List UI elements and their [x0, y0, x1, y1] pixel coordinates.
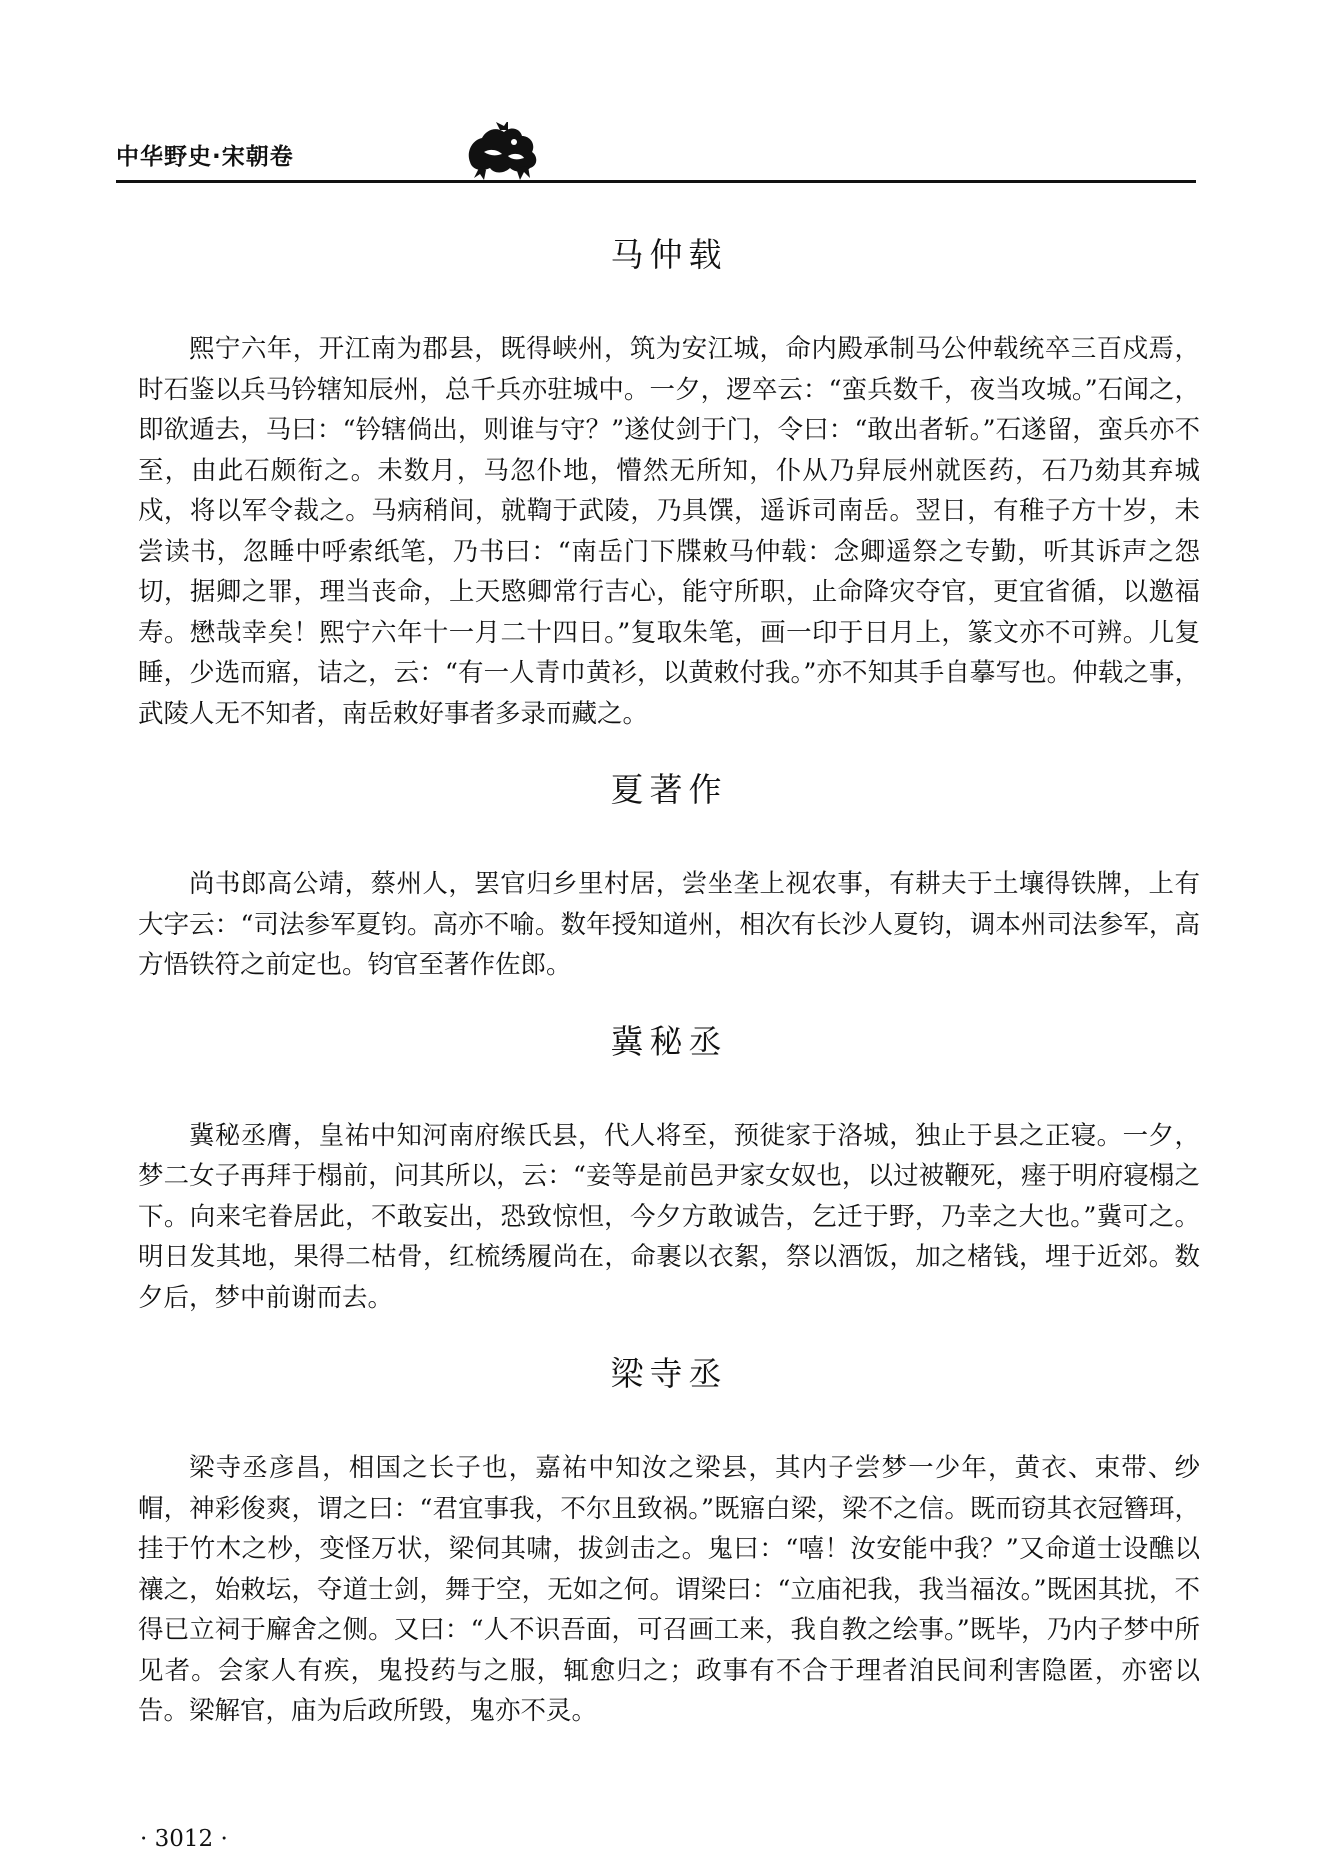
section-body: 冀秘丞膺，皇祐中知河南府缑氏县，代人将至，预徙家于洛城，独止于县之正寝。一夕，梦二女子再拜于榻前，问其所以，云：“妾等是前邑尹家女奴也，以过被鞭死，瘗于明府寝榻之下。向来宅眷居此，不敢妄出，恐致惊怛，今夕方敢诚告，乞迁于野，乃幸之大也。”冀可之。明日发其地，果得二枯骨，红梳绣履尚在，命裹以衣絮，祭以酒饭，加之楮钱，埋于近郊。数夕后，梦中前谢而去。	[138, 1120, 1200, 1313]
main-content	[138, 225, 1200, 1758]
header-divider	[116, 180, 1196, 183]
running-header	[116, 122, 1196, 186]
dragon-emblem-icon	[460, 122, 544, 182]
section-body: 熙宁六年，开江南为郡县，既得峡州，筑为安江城，命内殿承制马公仲载统卒三百戍焉，时石鉴以兵马钤辖知辰州，总千兵亦驻城中。一夕，逻卒云：“蛮兵数千，夜当攻城。”石闻之，即欲遁去，马曰：“钤辖倘出，则谁与守？”遂仗剑于门，令曰：“敢出者斩。”石遂留，蛮兵亦不至，由此石颇衔之。未数月，马忽仆地，懵然无所知，仆从乃舁辰州就医药，石乃劾其弃城戍，将以军令裁之。马病稍间，就鞫于武陵，乃具馔，遥诉司南岳。翌日，有稚子方十岁，未尝读书，忽睡中呼索纸笔，乃书曰：“南岳门下牒敕马仲载：念卿遥祭之专勤，听其诉声之怨切，据卿之罪，理当丧命，上天愍卿常行吉心，能守所职，止命降灾夺官，更宜省循，以邀福寿。懋哉幸矣！熙宁六年十一月二十四日。”复取朱笔，画一印于日月上，篆文亦不可辨。儿复睡，少选而寤，诘之，云：“有一人青巾黄衫，以黄敕付我。”亦不知其手自摹写也。仲载之事，武陵人无不知者，南岳敕好事者多录而藏之。	[138, 334, 1200, 729]
section-body: 尚书郎高公靖，蔡州人，罢官归乡里村居，尝坐垄上视农事，有耕夫于土壤得铁牌，上有大字云：“司法参军夏钧。高亦不喻。数年授知道州，相次有长沙人夏钧，调本州司法参军，高方悟铁符之前定也。钧官至著作佐郎。	[138, 869, 1200, 980]
section-body: 梁寺丞彦昌，相国之长子也，嘉祐中知汝之梁县，其内子尝梦一少年，黄衣、束带、纱帽，神彩俊爽，谓之曰：“君宜事我，不尔且致祸。”既寤白梁，梁不之信。既而窃其衣冠簪珥，挂于竹木之杪，变怪万状，梁伺其啸，拔剑击之。鬼曰：“嘻！汝安能中我？”又命道士设醮以禳之，始敕坛，夺道士剑，舞于空，无如之何。谓梁曰：“立庙祀我，我当福汝。”既困其扰，不得已立祠于廨舍之侧。又曰：“人不识吾面，可召画工来，我自教之绘事。”既毕，乃内子梦中所见者。会家人有疾，鬼投药与之服，辄愈归之；政事有不合于理者洎民间利害隐匿，亦密以告。梁解官，庙为后政所毁，鬼亦不灵。	[138, 1453, 1200, 1726]
section-title: 夏著作	[610, 770, 728, 809]
section-title: 马仲载	[610, 235, 728, 274]
book-title: 中华野史·宋朝卷	[116, 144, 294, 170]
page-number: · 3012 ·	[140, 1826, 228, 1852]
section-title: 梁寺丞	[610, 1354, 728, 1393]
section-title: 冀秘丞	[610, 1021, 728, 1061]
